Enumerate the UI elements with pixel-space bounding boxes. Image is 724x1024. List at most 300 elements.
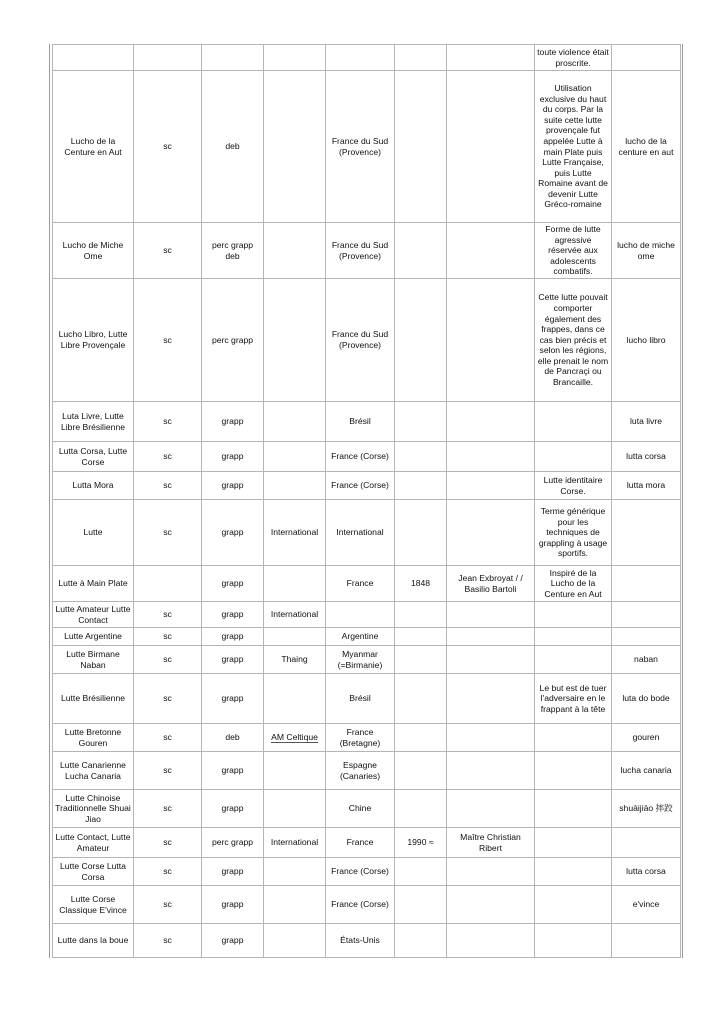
cell-country (326, 71, 395, 223)
cell-style-name (53, 828, 134, 858)
cell-style-name (53, 628, 134, 646)
cell-technique-type (202, 724, 264, 752)
right-border-line (682, 44, 683, 958)
cell-founder (447, 472, 535, 500)
cell-notes (535, 628, 612, 646)
cell-style-name (53, 223, 134, 279)
cell-founder (447, 566, 535, 602)
cell-country (326, 402, 395, 442)
country-text: Brésil (349, 693, 371, 704)
technique-type-text: perc grapp (211, 837, 254, 848)
technique-type-text: grapp (221, 866, 244, 877)
table-row (53, 602, 681, 628)
category-text: sc (163, 866, 172, 877)
cell-category (134, 402, 202, 442)
cell-category (134, 828, 202, 858)
table-row (53, 442, 681, 472)
cell-notes (535, 223, 612, 279)
cell-style-name (53, 752, 134, 790)
notes-text: Le but est de tuer l'adversaire en le frappant à la tête (539, 682, 607, 714)
cell-native-name (612, 566, 681, 602)
cell-style-name (53, 402, 134, 442)
cell-native-name (612, 724, 681, 752)
cell-technique-type (202, 442, 264, 472)
cell-school (264, 886, 326, 924)
cell-year (395, 71, 447, 223)
cell-notes (535, 45, 612, 71)
style-name-text: Lutte à Main Plate (58, 578, 128, 589)
native-name-text: lucho de miche ome (617, 239, 675, 261)
technique-type-text: grapp (221, 631, 244, 642)
cell-native-name (612, 790, 681, 828)
notes-text: Lutte identitaire Corse. (543, 474, 603, 496)
cell-school (264, 500, 326, 566)
technique-type-text: grapp (221, 899, 244, 910)
cell-founder (447, 223, 535, 279)
cell-category (134, 71, 202, 223)
cell-country (326, 628, 395, 646)
native-name-text: lucho de la centure en aut (618, 135, 674, 157)
cell-year (395, 674, 447, 724)
cell-year (395, 752, 447, 790)
cell-founder (447, 500, 535, 566)
country-text: Espagne (Canaries) (339, 759, 381, 781)
country-text: France (Corse) (331, 480, 389, 491)
category-text: sc (163, 334, 172, 345)
table-row (53, 402, 681, 442)
category-text: sc (163, 765, 172, 776)
cell-country (326, 924, 395, 958)
cell-country (326, 886, 395, 924)
cell-founder (447, 442, 535, 472)
technique-type-text: deb (225, 141, 240, 152)
cell-school (264, 602, 326, 628)
category-text: sc (163, 141, 172, 152)
cell-native-name (612, 500, 681, 566)
country-text: France (Bretagne) (339, 726, 381, 748)
style-name-text: Lucho Libro, Lutte Libre Provençale (58, 329, 128, 350)
cell-style-name (53, 924, 134, 958)
cell-style-name (53, 790, 134, 828)
native-name-text: gouren (632, 732, 660, 743)
cell-notes (535, 828, 612, 858)
cell-school (264, 828, 326, 858)
style-name-text: Lutte Chinoise Traditionnelle Shuai Jiao (55, 792, 131, 824)
cell-category (134, 500, 202, 566)
cell-year (395, 602, 447, 628)
cell-year (395, 45, 447, 71)
cell-category (134, 646, 202, 674)
cell-year (395, 724, 447, 752)
school-text: International (270, 527, 319, 538)
cell-category (134, 924, 202, 958)
cell-school (264, 790, 326, 828)
technique-type-text: grapp (221, 527, 244, 538)
native-name-text: lucho libro (626, 334, 666, 345)
native-name-text: lutta corsa (626, 451, 666, 462)
cell-native-name (612, 442, 681, 472)
table-row (53, 628, 681, 646)
cell-school (264, 402, 326, 442)
style-name-text: Lutte Bretonne Gouren (64, 726, 122, 748)
cell-founder (447, 646, 535, 674)
cell-notes (535, 442, 612, 472)
school-text: International (270, 609, 319, 620)
cell-notes (535, 402, 612, 442)
cell-notes (535, 71, 612, 223)
style-name-text: Lutte Argentine (64, 631, 122, 642)
cell-style-name (53, 602, 134, 628)
technique-type-text: perc grapp deb (211, 239, 254, 261)
year-text: 1848 (410, 578, 431, 589)
technique-type-text: grapp (221, 609, 244, 620)
native-name-text: naban (634, 654, 658, 665)
cell-year (395, 442, 447, 472)
country-text: France (346, 578, 374, 589)
cell-notes (535, 790, 612, 828)
cell-native-name (612, 45, 681, 71)
style-name-text: Lutta Mora (72, 480, 114, 491)
cell-native-name (612, 858, 681, 886)
country-text: France (346, 837, 374, 848)
cell-notes (535, 858, 612, 886)
category-text: sc (163, 803, 172, 814)
category-text: sc (163, 416, 172, 427)
cell-school (264, 45, 326, 71)
style-name-text: Lutta Corsa, Lutte Corse (58, 445, 128, 467)
cell-native-name (612, 752, 681, 790)
cell-style-name (53, 646, 134, 674)
cell-technique-type (202, 45, 264, 71)
cell-year (395, 646, 447, 674)
category-text: sc (163, 899, 172, 910)
style-name-text: Lutte Corse Lutta Corsa (60, 860, 126, 882)
cell-technique-type (202, 858, 264, 886)
notes-text: Inspiré de la Lucho de la Centure en Aut (544, 567, 602, 599)
technique-type-text: grapp (221, 654, 244, 665)
cell-native-name (612, 628, 681, 646)
cell-category (134, 472, 202, 500)
country-text: Argentine (341, 631, 379, 642)
cell-notes (535, 566, 612, 602)
cell-category (134, 279, 202, 402)
cell-style-name (53, 858, 134, 886)
cell-year (395, 402, 447, 442)
cell-founder (447, 45, 535, 71)
cell-founder (447, 71, 535, 223)
table-row (53, 646, 681, 674)
cell-year (395, 628, 447, 646)
cell-founder (447, 886, 535, 924)
cell-category (134, 790, 202, 828)
cell-founder (447, 858, 535, 886)
table-row (53, 752, 681, 790)
style-name-text: Lutte Birmane Naban (66, 648, 120, 670)
style-name-text: Lutte Corse Classique E'vince (59, 893, 127, 915)
cell-year (395, 828, 447, 858)
cell-school (264, 674, 326, 724)
cell-founder (447, 752, 535, 790)
cell-category (134, 858, 202, 886)
table-row (53, 790, 681, 828)
table-row (53, 828, 681, 858)
country-text: Chine (348, 803, 372, 814)
category-text: sc (163, 480, 172, 491)
cell-founder (447, 828, 535, 858)
category-text: sc (163, 609, 172, 620)
cell-country (326, 646, 395, 674)
cell-country (326, 858, 395, 886)
cell-technique-type (202, 924, 264, 958)
country-text: France du Sud (Provence) (331, 239, 389, 261)
table-row (53, 724, 681, 752)
cell-native-name (612, 674, 681, 724)
cell-founder (447, 674, 535, 724)
founder-text: Maître Christian Ribert (460, 831, 521, 853)
cell-notes (535, 724, 612, 752)
cell-country (326, 566, 395, 602)
cell-founder (447, 628, 535, 646)
cell-style-name (53, 45, 134, 71)
cell-school (264, 724, 326, 752)
native-name-text: luta do bode (622, 693, 670, 704)
founder-text: Jean Exbroyat / / Basilio Bartoli (458, 572, 523, 594)
cell-school (264, 442, 326, 472)
table-row (53, 674, 681, 724)
notes-text: Forme de lutte agressive réservée aux adolescents combatifs. (545, 224, 601, 277)
cell-country (326, 674, 395, 724)
cell-native-name (612, 886, 681, 924)
cell-category (134, 752, 202, 790)
cell-style-name (53, 71, 134, 223)
cell-country (326, 223, 395, 279)
cell-style-name (53, 279, 134, 402)
category-text: sc (163, 631, 172, 642)
technique-type-text: grapp (221, 765, 244, 776)
cell-notes (535, 674, 612, 724)
notes-text: Terme générique pour les techniques de grappling à usage sportifs. (538, 506, 608, 559)
country-text: Brésil (349, 416, 371, 427)
technique-type-text: grapp (221, 578, 244, 589)
table-row (53, 886, 681, 924)
cell-style-name (53, 442, 134, 472)
cell-school (264, 223, 326, 279)
category-text: sc (163, 693, 172, 704)
cell-year (395, 223, 447, 279)
cell-school (264, 858, 326, 886)
cell-notes (535, 602, 612, 628)
school-text: Thaing (281, 654, 308, 665)
cell-notes (535, 924, 612, 958)
cell-category (134, 724, 202, 752)
cell-country (326, 45, 395, 71)
cell-founder (447, 602, 535, 628)
technique-type-text: grapp (221, 935, 244, 946)
cell-year (395, 279, 447, 402)
cell-style-name (53, 500, 134, 566)
cell-school (264, 566, 326, 602)
cell-technique-type (202, 279, 264, 402)
cell-founder (447, 402, 535, 442)
technique-type-text: grapp (221, 480, 244, 491)
cell-category (134, 223, 202, 279)
notes-text: Utilisation exclusive du haut du corps. Par la suite cette lutte provençale fut appelée Lutte à main Plate puis Lutte Française, puis Lutte Romaine avant de devenir Lutte Gréco-romaine (538, 82, 608, 210)
style-name-text: Lutte Contact, Lutte Amateur (55, 831, 131, 853)
cell-founder (447, 790, 535, 828)
technique-type-text: grapp (221, 693, 244, 704)
cell-founder (447, 924, 535, 958)
style-name-text: Lutte Canarienne Lucha Canaria (60, 759, 126, 781)
style-name-text: Lutte Brésilienne (60, 693, 126, 704)
cell-style-name (53, 724, 134, 752)
native-name-text: shuāijiāo 摔跤 (619, 803, 673, 814)
cell-founder (447, 279, 535, 402)
category-text: sc (163, 837, 172, 848)
category-text: sc (163, 245, 172, 256)
cell-style-name (53, 886, 134, 924)
cell-country (326, 442, 395, 472)
cell-notes (535, 500, 612, 566)
category-text: sc (163, 935, 172, 946)
country-text: France (Corse) (331, 451, 389, 462)
cell-school (264, 924, 326, 958)
cell-native-name (612, 223, 681, 279)
country-text: France (Corse) (331, 899, 389, 910)
cell-country (326, 472, 395, 500)
cell-year (395, 858, 447, 886)
cell-technique-type (202, 402, 264, 442)
cell-native-name (612, 924, 681, 958)
table-body (53, 45, 681, 958)
table-row (53, 500, 681, 566)
cell-country (326, 724, 395, 752)
native-name-text: lutta corsa (626, 866, 666, 877)
cell-country (326, 790, 395, 828)
style-name-text: Lutte (83, 527, 103, 538)
school-text: International (270, 837, 319, 848)
cell-native-name (612, 602, 681, 628)
cell-technique-type (202, 223, 264, 279)
cell-year (395, 472, 447, 500)
cell-technique-type (202, 500, 264, 566)
native-name-text: lutta mora (626, 480, 666, 491)
country-text: France (Corse) (331, 866, 389, 877)
cell-category (134, 674, 202, 724)
cell-category (134, 602, 202, 628)
style-name-text: Lucho de la Centure en Aut (64, 135, 122, 157)
technique-type-text: perc grapp (211, 334, 254, 345)
cell-style-name (53, 566, 134, 602)
category-text: sc (163, 654, 172, 665)
notes-text: Cette lutte pouvait comporter également des frappes, dans ce cas bien précis et selon les régions, elle prenait le nom de Pancraçi ou Brancaille. (537, 292, 609, 388)
category-text: sc (163, 451, 172, 462)
table-row (53, 71, 681, 223)
cell-notes (535, 752, 612, 790)
cell-founder (447, 724, 535, 752)
cell-technique-type (202, 790, 264, 828)
cell-category (134, 566, 202, 602)
cell-native-name (612, 828, 681, 858)
cell-technique-type (202, 674, 264, 724)
country-text: France du Sud (Provence) (331, 329, 389, 350)
cell-year (395, 886, 447, 924)
category-text: sc (163, 527, 172, 538)
style-name-text: Lucho de Miche Ome (62, 239, 124, 261)
table-row (53, 472, 681, 500)
cell-native-name (612, 472, 681, 500)
style-name-text: Lutte Amateur Lutte Contact (55, 603, 131, 625)
cell-notes (535, 886, 612, 924)
table-row (53, 924, 681, 958)
native-name-text: lucha canaria (620, 765, 672, 776)
country-text: États-Unis (340, 935, 380, 946)
cell-technique-type (202, 602, 264, 628)
technique-type-text: deb (225, 732, 240, 743)
category-text: sc (163, 732, 172, 743)
cell-technique-type (202, 628, 264, 646)
cell-notes (535, 472, 612, 500)
wrestling-styles-table (52, 44, 681, 958)
cell-notes (535, 279, 612, 402)
left-border-line (49, 44, 50, 958)
cell-native-name (612, 71, 681, 223)
cell-school (264, 646, 326, 674)
cell-technique-type (202, 566, 264, 602)
cell-year (395, 566, 447, 602)
technique-type-text: grapp (221, 803, 244, 814)
cell-technique-type (202, 828, 264, 858)
cell-year (395, 924, 447, 958)
cell-country (326, 828, 395, 858)
country-text: Myanmar (=Birmanie) (337, 648, 383, 670)
cell-school (264, 71, 326, 223)
year-text: 1990 ≈ (407, 837, 434, 848)
cell-technique-type (202, 752, 264, 790)
cell-native-name (612, 402, 681, 442)
cell-technique-type (202, 472, 264, 500)
cell-school (264, 628, 326, 646)
cell-category (134, 886, 202, 924)
cell-country (326, 602, 395, 628)
cell-notes (535, 646, 612, 674)
country-text: International (336, 527, 384, 538)
cell-technique-type (202, 71, 264, 223)
technique-type-text: grapp (221, 416, 244, 427)
cell-year (395, 790, 447, 828)
native-name-text: e'vince (632, 899, 660, 910)
table-row (53, 566, 681, 602)
technique-type-text: grapp (221, 451, 244, 462)
cell-school (264, 279, 326, 402)
table-row (53, 858, 681, 886)
cell-country (326, 500, 395, 566)
cell-category (134, 45, 202, 71)
cell-technique-type (202, 886, 264, 924)
table-row (53, 45, 681, 71)
cell-year (395, 500, 447, 566)
cell-category (134, 628, 202, 646)
style-name-text: Luta Livre, Lutte Libre Brésilienne (60, 410, 125, 432)
cell-category (134, 442, 202, 472)
style-name-text: Lutte dans la boue (57, 935, 129, 946)
notes-text: toute violence était proscrite. (537, 46, 609, 68)
cell-technique-type (202, 646, 264, 674)
cell-style-name (53, 472, 134, 500)
cell-native-name (612, 279, 681, 402)
table-row (53, 279, 681, 402)
cell-school (264, 752, 326, 790)
cell-country (326, 752, 395, 790)
